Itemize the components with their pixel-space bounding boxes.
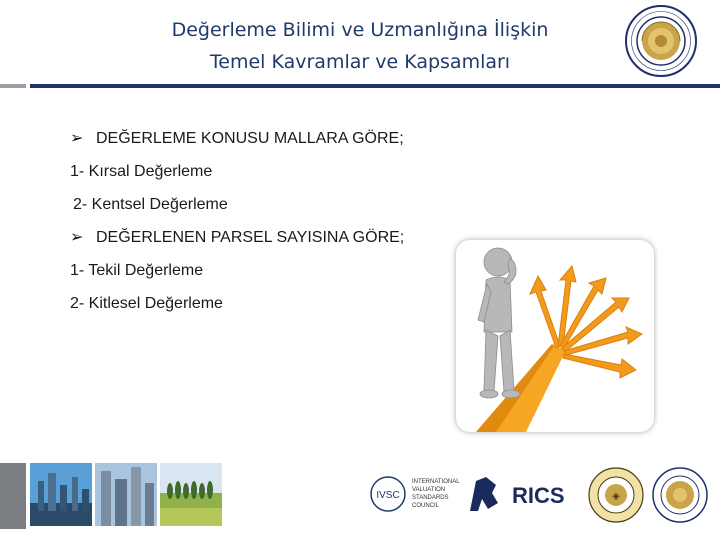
header-rule-left xyxy=(0,84,26,88)
association-seal-logo xyxy=(586,463,646,526)
svg-text:INTERNATIONAL: INTERNATIONAL xyxy=(412,479,460,485)
arrow-bullet-icon: ➢ xyxy=(70,130,84,147)
svg-text:VALUATION: VALUATION xyxy=(412,487,446,493)
list-item: ➢ DEĞERLEME KONUSU MALLARA GÖRE; xyxy=(70,128,470,150)
list-item: 2- Kentsel Değerleme xyxy=(73,196,228,213)
header-rule xyxy=(30,84,720,88)
svg-text:STANDARDS: STANDARDS xyxy=(412,495,449,501)
title-line-1: Değerleme Bilimi ve Uzmanlığına İlişkin xyxy=(171,19,549,41)
list-item: 1- Tekil Değerleme xyxy=(70,262,204,279)
university-seal-logo xyxy=(624,4,698,78)
svg-text:COUNCIL: COUNCIL xyxy=(412,503,440,509)
decision-illustration xyxy=(456,240,654,432)
list-item: ➢ DEĞERLENEN PARSEL SAYISINA GÖRE; xyxy=(70,227,470,249)
rural-landscape-photo xyxy=(160,463,222,526)
thinking-person-arrows-icon xyxy=(456,240,654,432)
svg-text:◈: ◈ xyxy=(612,491,620,502)
city-skyline-photo xyxy=(30,463,92,526)
slide-title xyxy=(110,14,610,78)
ivsc-logo xyxy=(368,463,460,526)
title-line-2: Temel Kavramlar ve Kapsamları xyxy=(209,51,511,73)
university-seal-logo-footer xyxy=(650,463,710,526)
rics-logo xyxy=(462,463,582,526)
content-list xyxy=(70,128,470,326)
arrow-bullet-icon: ➢ xyxy=(70,229,84,246)
rics-text: RICS xyxy=(512,483,565,508)
list-item: 2- Kitlesel Değerleme xyxy=(70,295,223,312)
city-towers-photo xyxy=(95,463,157,526)
ivsc-mark-text: IVSC xyxy=(376,490,400,501)
list-item: 1- Kırsal Değerleme xyxy=(70,163,213,180)
footer-grey-band xyxy=(0,463,26,529)
